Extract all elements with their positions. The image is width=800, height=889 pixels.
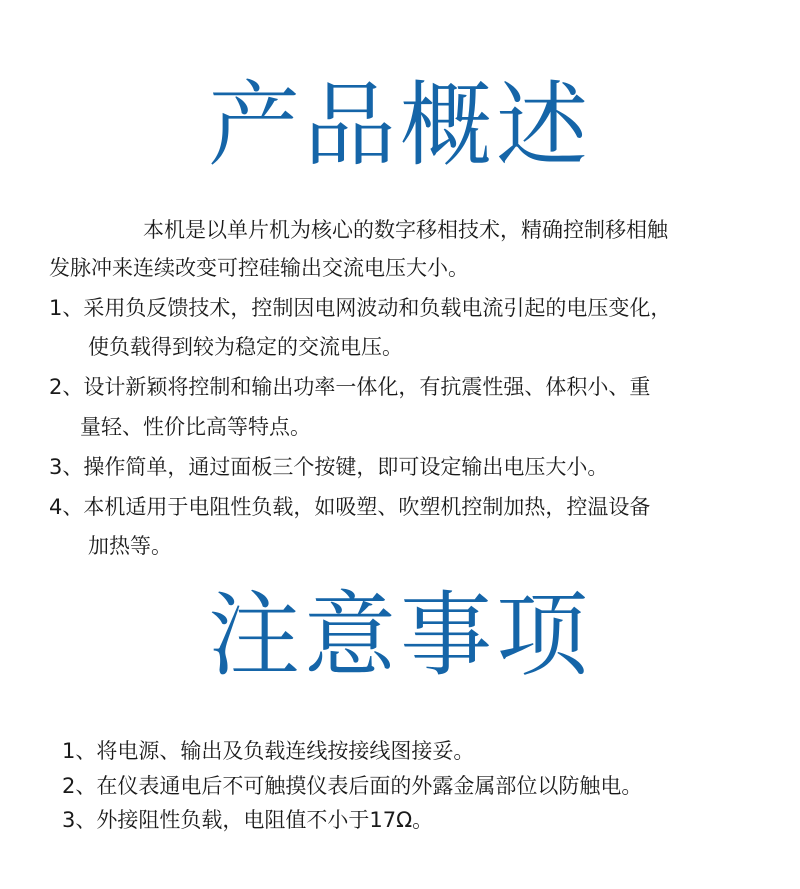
overview-intro-line-1: 本机是以单片机为核心的数字移相技术，精确控制移相触 bbox=[143, 218, 668, 242]
overview-item-2-line-2: 量轻、性价比高等特点。 bbox=[80, 415, 311, 439]
overview-item-1-line-1: 1、采用负反馈技术，控制因电网波动和负载电流引起的电压变化， bbox=[49, 296, 672, 320]
overview-item-1-line-2: 使负载得到较为稳定的交流电压。 bbox=[88, 335, 403, 359]
notes-item-1: 1、将电源、输出及负载连线按接线图接妥。 bbox=[62, 739, 475, 763]
overview-item-2-line-1: 2、设计新颖将控制和输出功率一体化，有抗震性强、体积小、重 bbox=[49, 375, 651, 399]
overview-item-4-line-1: 4、本机适用于电阻性负载，如吸塑、吹塑机控制加热，控温设备 bbox=[49, 495, 651, 519]
overview-intro-line-2: 发脉冲来连续改变可控硅输出交流电压大小。 bbox=[49, 256, 469, 280]
overview-heading: 产品概述 bbox=[207, 72, 592, 179]
notes-item-2: 2、在仪表通电后不可触摸仪表后面的外露金属部位以防触电。 bbox=[62, 774, 643, 798]
overview-item-3-line-1: 3、操作简单，通过面板三个按键，即可设定输出电压大小。 bbox=[49, 455, 609, 479]
overview-item-4-line-2: 加热等。 bbox=[88, 534, 172, 558]
notes-heading: 注意事项 bbox=[207, 582, 592, 689]
notes-item-3: 3、外接阻性负载，电阻值不小于17Ω。 bbox=[62, 808, 434, 832]
